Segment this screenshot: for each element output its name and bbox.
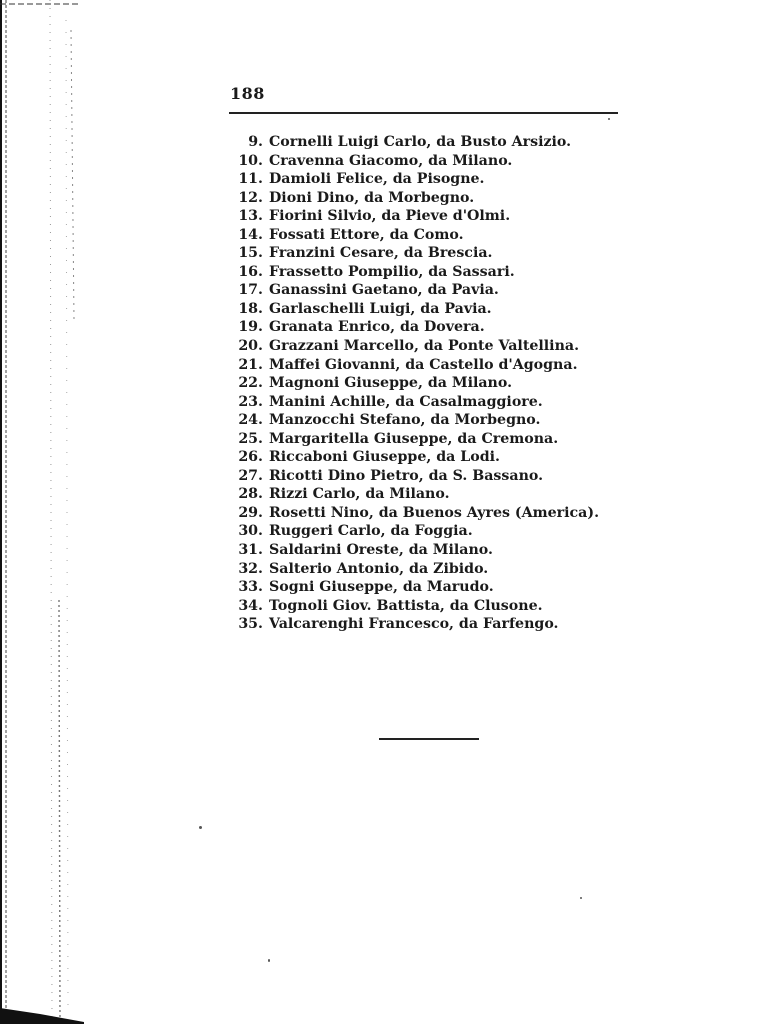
entry-number: 29. <box>238 504 263 521</box>
end-rule <box>379 738 479 740</box>
entry-text: Sogni Giuseppe, da Marudo. <box>269 579 494 596</box>
entry-number: 10. <box>238 152 263 169</box>
list-item <box>238 226 599 245</box>
list-item <box>238 448 599 467</box>
entry-number: 32. <box>238 560 263 577</box>
entry-text: Magnoni Giuseppe, da Milano. <box>269 375 513 392</box>
entry-number: 22. <box>238 375 263 392</box>
name-list <box>238 133 599 634</box>
page-number: 188 <box>230 84 265 103</box>
list-item <box>238 597 599 616</box>
entry-text: Frassetto Pompilio, da Sassari. <box>269 263 515 280</box>
scan-speck <box>199 826 202 829</box>
entry-number: 21. <box>238 356 263 373</box>
entry-number: 12. <box>238 189 263 206</box>
entry-number: 14. <box>238 226 263 243</box>
entry-text: Dioni Dino, da Morbegno. <box>269 189 475 206</box>
entry-text: Cornelli Luigi Carlo, da Busto Arsizio. <box>269 134 572 150</box>
list-item <box>238 522 599 541</box>
header-rule <box>229 112 618 114</box>
list-item <box>238 263 599 282</box>
list-item <box>238 244 599 263</box>
entry-text: Valcarenghi Francesco, da Farfengo. <box>269 616 559 633</box>
list-item <box>238 485 599 504</box>
entry-text: Grazzani Marcello, da Ponte Valtellina. <box>269 338 580 355</box>
entry-number: 11. <box>238 171 263 188</box>
list-item <box>238 281 599 300</box>
entry-number: 19. <box>238 319 263 336</box>
entry-text: Rizzi Carlo, da Milano. <box>269 486 450 503</box>
entry-text: Tognoli Giov. Battista, da Clusone. <box>269 597 543 614</box>
scan-speck <box>608 118 610 120</box>
list-item <box>238 578 599 597</box>
list-item <box>238 541 599 560</box>
entry-text: Cravenna Giacomo, da Milano. <box>269 152 513 169</box>
entry-number: 34. <box>238 597 263 614</box>
list-item <box>238 133 599 152</box>
entry-text: Fiorini Silvio, da Pieve d'Olmi. <box>269 208 511 225</box>
list-item <box>238 152 599 171</box>
entry-text: Fossati Ettore, da Como. <box>269 226 464 243</box>
entry-text: Saldarini Oreste, da Milano. <box>269 542 493 559</box>
list-item <box>238 170 599 189</box>
entry-number: 23. <box>238 393 263 410</box>
list-item <box>238 318 599 337</box>
entry-number: 15. <box>238 245 263 262</box>
entry-number: 24. <box>238 412 263 429</box>
entry-number: 30. <box>238 523 263 540</box>
entry-text: Maffei Giovanni, da Castello d'Agogna. <box>269 356 578 373</box>
list-item <box>238 356 599 375</box>
scan-speck <box>580 897 582 899</box>
list-item <box>238 207 599 226</box>
list-item <box>238 560 599 579</box>
entry-text: Ruggeri Carlo, da Foggia. <box>269 523 473 540</box>
entry-number: 16. <box>238 263 263 280</box>
list-item <box>238 504 599 523</box>
entry-number: 25. <box>238 430 263 447</box>
entry-number: 27. <box>238 467 263 484</box>
entry-text: Riccaboni Giuseppe, da Lodi. <box>269 449 500 466</box>
entry-number: 9. <box>248 134 263 150</box>
list-item <box>238 467 599 486</box>
list-item <box>238 393 599 412</box>
entry-number: 20. <box>238 338 263 355</box>
entry-text: Damioli Felice, da Pisogne. <box>269 171 485 188</box>
entry-text: Margaritella Giuseppe, da Cremona. <box>269 430 559 447</box>
list-item <box>238 411 599 430</box>
entry-text: Ricotti Dino Pietro, da S. Bassano. <box>269 467 544 484</box>
entry-number: 13. <box>238 208 263 225</box>
list-item <box>238 615 599 634</box>
entry-text: Manini Achille, da Casalmaggiore. <box>269 393 543 410</box>
scan-speck <box>268 959 270 962</box>
entry-text: Franzini Cesare, da Brescia. <box>269 245 493 262</box>
list-item <box>238 374 599 393</box>
entry-number: 17. <box>238 282 263 299</box>
scan-binding-edge <box>0 0 84 1024</box>
entry-text: Rosetti Nino, da Buenos Ayres (America). <box>269 504 600 521</box>
entry-number: 33. <box>238 579 263 596</box>
list-item <box>238 430 599 449</box>
list-item <box>238 189 599 208</box>
entry-text: Granata Enrico, da Dovera. <box>269 319 485 336</box>
list-item <box>238 337 599 356</box>
list-item <box>238 300 599 319</box>
entry-number: 18. <box>238 300 263 317</box>
entry-text: Manzocchi Stefano, da Morbegno. <box>269 412 541 429</box>
entry-number: 31. <box>238 542 263 559</box>
entry-text: Salterio Antonio, da Zibido. <box>269 560 489 577</box>
entry-number: 26. <box>238 449 263 466</box>
entry-number: 35. <box>238 616 263 633</box>
entry-text: Ganassini Gaetano, da Pavia. <box>269 282 499 299</box>
entry-number: 28. <box>238 486 263 503</box>
entry-text: Garlaschelli Luigi, da Pavia. <box>269 300 492 317</box>
